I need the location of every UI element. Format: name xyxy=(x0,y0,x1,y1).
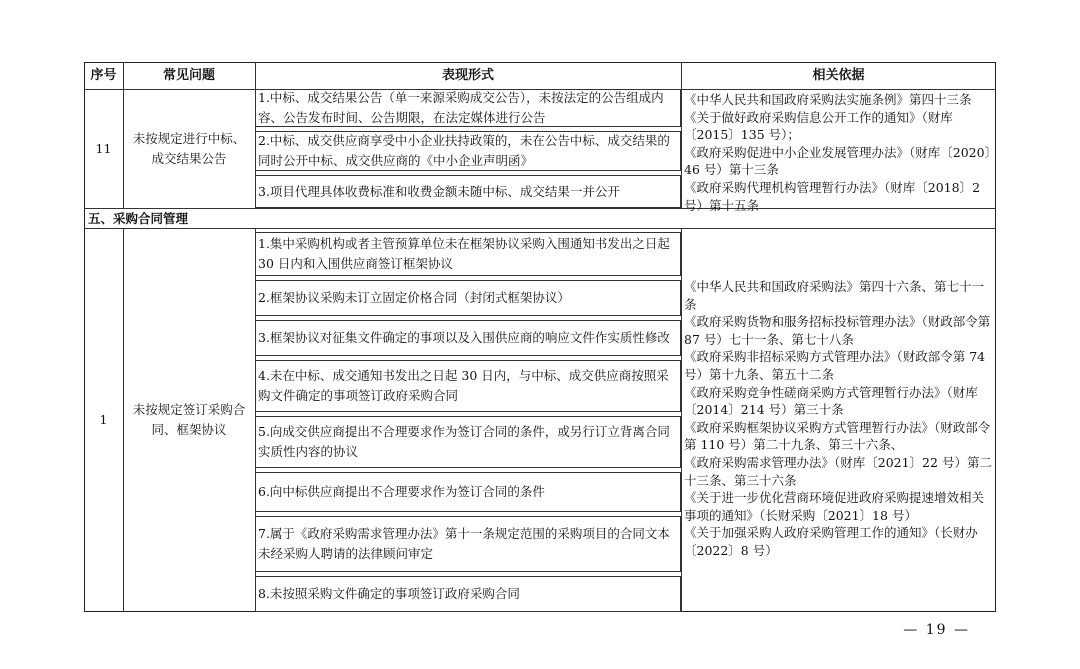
basis-line: 《政府采购促进中小企业发展管理办法》（财库〔2020〕46 号）第十三条 xyxy=(684,144,991,178)
section-title: 五、采购合同管理 xyxy=(88,211,189,226)
header-issue: 常见问题 xyxy=(162,67,215,83)
basis-line: 《关于进一步优化营商环境促进政府采购提速增效相关事项的通知》（长财采购〔2021〕18 号） xyxy=(684,490,985,523)
row1-issue: 未按规定签订采购合同、框架协议 xyxy=(132,402,246,437)
row1-item-4: 4.未在中标、成交通知书发出之日起 30 日内，与中标、成交供应商按照采购文件确定的事项签订政府采购合同 xyxy=(258,368,669,403)
basis-line: 《关于做好政府采购信息公开工作的通知》（财库〔2015〕135 号）； xyxy=(684,109,953,143)
row1-item-3: 3.框架协议对征集文件确定的事项以及入围供应商的响应文件作实质性修改 xyxy=(258,330,670,345)
basis-line: 《政府采购货物和服务招标投标管理办法》（财政部令第 87 号）七十一条、第七十八条 xyxy=(684,314,991,347)
row11-seq: 11 xyxy=(95,140,112,156)
basis-line: 《政府采购竞争性磋商采购方式管理暂行办法》（财库〔2014〕214 号）第三十条 xyxy=(684,384,978,418)
row11-item-1: 1.中标、成交结果公告（单一来源采购成交公告），未按法定的公告组成内容、公告发布时间、公告期限，在法定媒体进行公告 xyxy=(258,90,664,125)
basis-line: 《中华人民共和国政府采购法实施条例》第四十三条 xyxy=(684,92,972,107)
header-form: 表现形式 xyxy=(441,67,494,83)
row11-item-3: 3.项目代理具体收费标准和收费金额未随中标、成交结果一并公开 xyxy=(258,183,620,199)
row1-seq: 1 xyxy=(99,412,108,427)
row1-item-6: 6.向中标供应商提出不合理要求作为签订合同的条件 xyxy=(258,484,545,499)
row11-issue: 未按规定进行中标、成交结果公告 xyxy=(132,130,246,166)
row1-item-1: 1.集中采购机构或者主管预算单位未在框架协议采购入围通知书发出之日起 30 日内和入围供应商签订框架协议 xyxy=(258,236,670,271)
row1-basis xyxy=(682,278,995,560)
row1-item-5: 5.向成交供应商提出不合理要求作为签订合同的条件，或另行订立背离合同实质性内容的协议 xyxy=(258,424,670,459)
basis-line: 《政府采购框架协议采购方式管理暂行办法》（财政部令第 110 号）第二十九条、第三十六条、 xyxy=(684,419,991,453)
basis-line: 《政府采购代理机构管理暂行办法》（财库〔2018〕2 号）第十五条 xyxy=(684,179,981,213)
basis-line: 《中华人民共和国政府采购法》第四十六条、第七十一条 xyxy=(684,279,985,312)
col-divider xyxy=(123,228,124,612)
row11-item-2: 2.中标、成交供应商享受中小企业扶持政策的，未在公告中标、成交结果的同时公开中标、成交供应商的《中小企业声明函》 xyxy=(258,133,670,168)
header-basis: 相关依据 xyxy=(812,67,865,83)
basis-line: 《关于加强采购人政府采购管理工作的通知》（长财办〔2022〕8 号） xyxy=(684,525,978,558)
row1-item-8: 8.未按照采购文件确定的事项签订政府采购合同 xyxy=(258,586,520,601)
row1-item-7: 7.属于《政府采购需求管理办法》第十一条规定范围的采购项目的合同文本未经采购人聘请的法律顾问审定 xyxy=(258,526,670,561)
basis-line: 《政府采购非招标采购方式管理办法》（财政部令第 74 号）第十九条、第五十二条 xyxy=(684,349,986,382)
page-number: — 19 — xyxy=(903,622,970,638)
basis-line: 《政府采购需求管理办法》（财库〔2021〕22 号）第二十三条、第三十六条 xyxy=(684,454,992,488)
row11-basis xyxy=(682,91,995,214)
row1-item-2: 2.框架协议采购未订立固定价格合同（封闭式框架协议） xyxy=(258,290,570,305)
header-seq: 序号 xyxy=(90,67,117,83)
